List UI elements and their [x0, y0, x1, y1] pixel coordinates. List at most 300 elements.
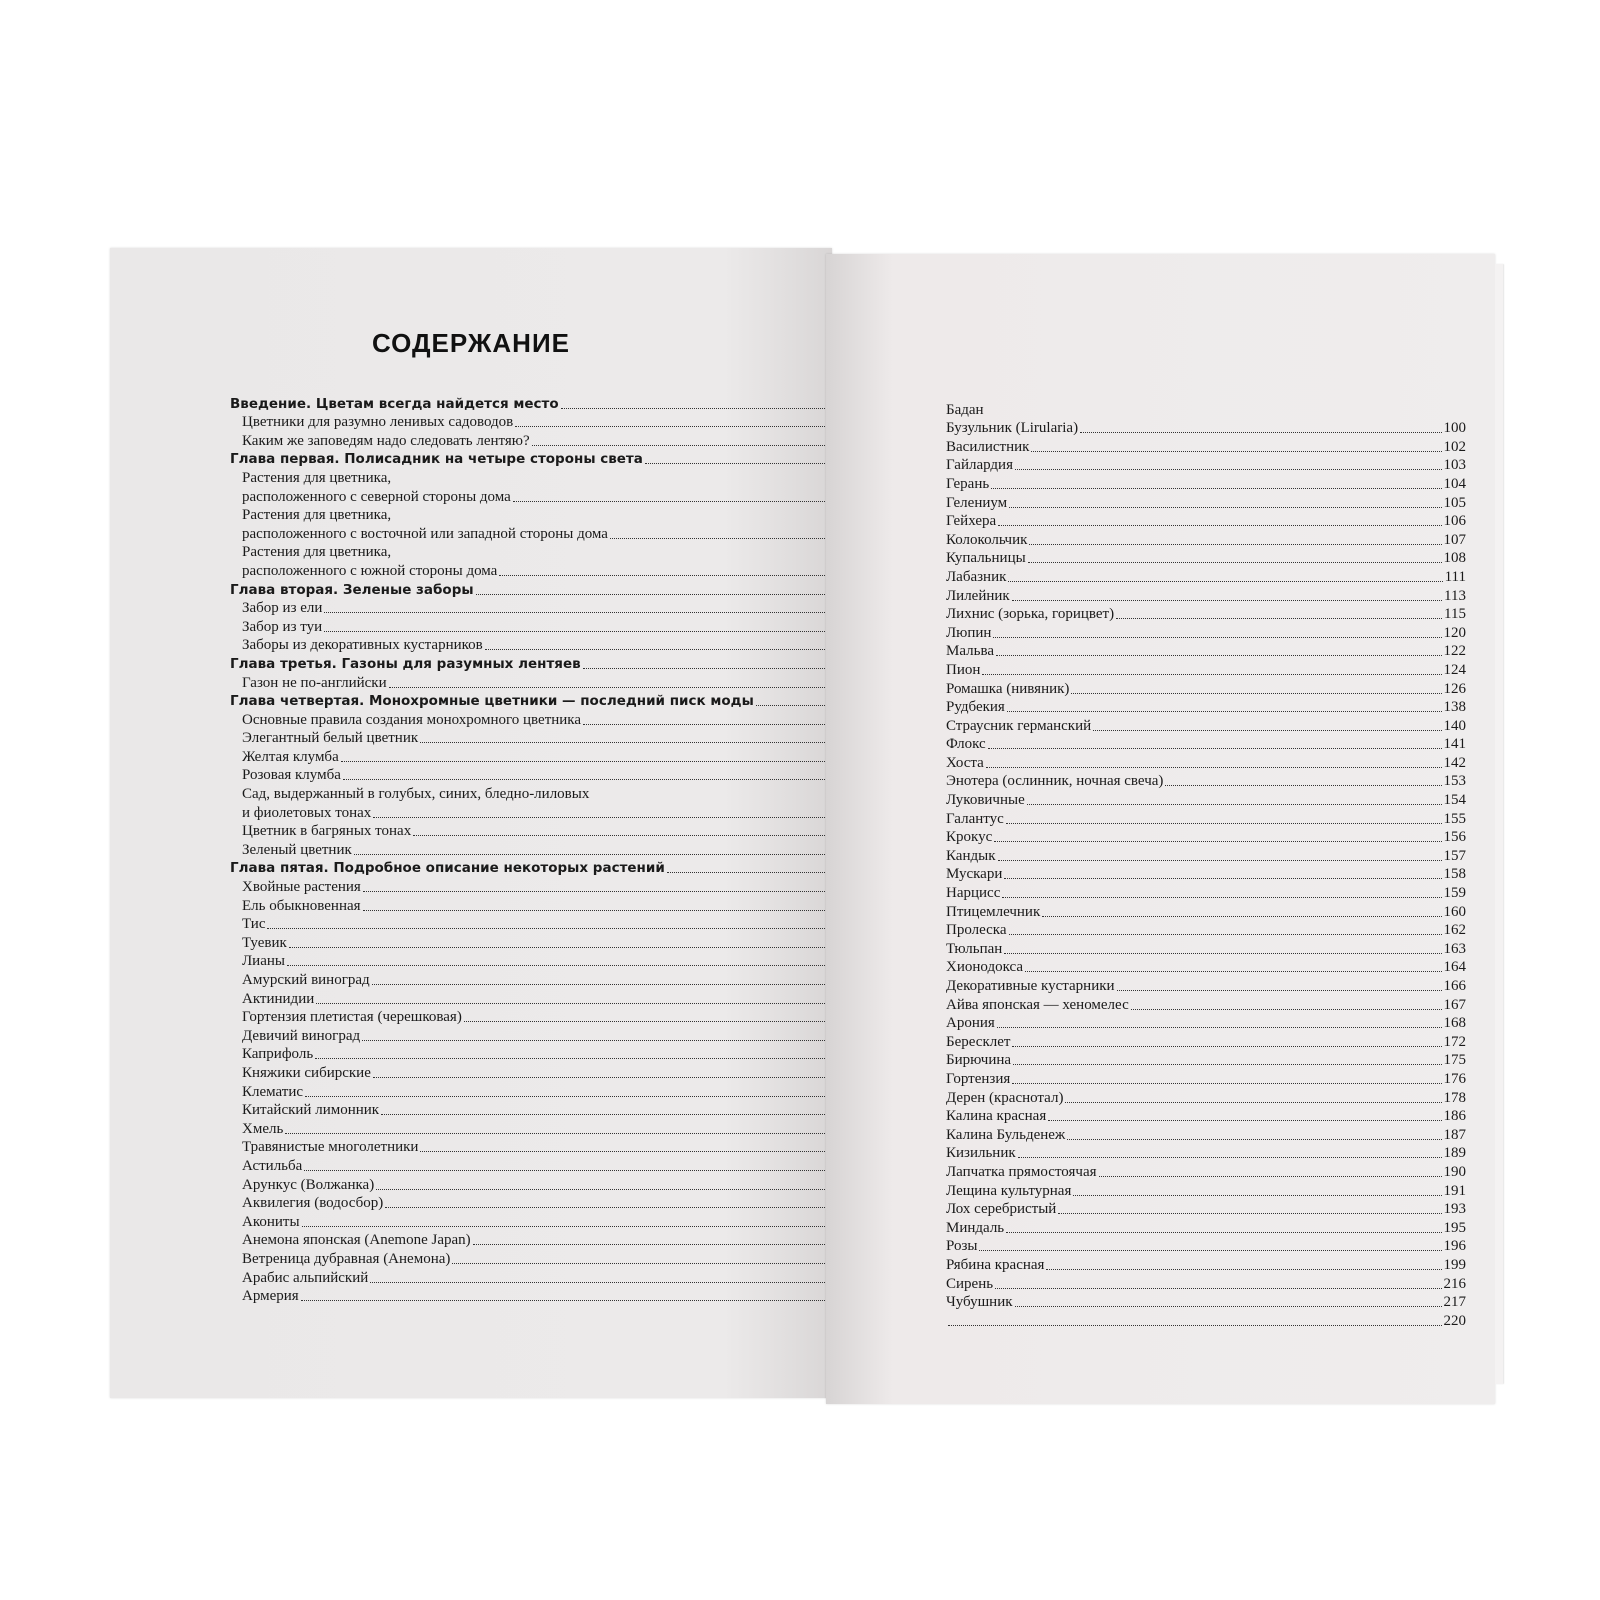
toc-entry — [230, 1138, 890, 1157]
toc-entry — [946, 958, 1466, 977]
toc-entry-title: Луковичные — [946, 792, 1025, 809]
toc-entry-title: Купальницы — [946, 550, 1026, 567]
toc-entry-title: Анемона японская (Anemone Japan) — [242, 1232, 471, 1249]
toc-entry-title: Травянистые многолетники — [242, 1139, 419, 1156]
toc-entry — [230, 580, 890, 599]
toc-entry — [230, 617, 890, 636]
left-page — [110, 248, 832, 1398]
toc-entry — [946, 623, 1466, 642]
toc-entry — [946, 642, 1466, 661]
toc-entry — [946, 1181, 1466, 1200]
toc-entry-title: Бузульник (Lirularia) — [946, 420, 1079, 437]
toc-entry-title: Каприфоль — [242, 1046, 314, 1063]
toc-entry-title: и фиолетовых тонах — [242, 804, 372, 821]
toc-leader-dots — [413, 834, 873, 836]
toc-entry-title: Дерен (краснотал) — [946, 1089, 1064, 1106]
toc-entry-title: Герань — [946, 475, 990, 492]
toc-entry — [946, 828, 1466, 847]
toc-leader-dots — [1165, 784, 1441, 786]
toc-entry — [946, 1125, 1466, 1144]
toc-entry — [946, 772, 1466, 791]
toc-entry — [946, 809, 1466, 828]
toc-page-number: 199 — [1443, 1256, 1466, 1273]
right-toc-list — [946, 400, 1466, 1330]
toc-leader-dots — [998, 859, 1442, 861]
toc-page-number: 155 — [1443, 810, 1466, 827]
toc-entry — [230, 1212, 890, 1231]
toc-leader-dots — [1012, 1082, 1441, 1084]
toc-leader-dots — [1093, 729, 1441, 731]
toc-page-number: 154 — [1443, 792, 1466, 809]
toc-entry — [230, 561, 890, 580]
toc-entry-title: Лапчатка прямостоячая — [946, 1163, 1097, 1180]
toc-entry — [230, 524, 890, 543]
toc-entry — [230, 1026, 890, 1045]
toc-leader-dots — [381, 1113, 873, 1115]
toc-entry-title: Глава пятая. Подробное описание некоторых растений — [230, 860, 665, 877]
toc-page-number: 158 — [1443, 866, 1466, 883]
toc-leader-dots — [287, 964, 873, 966]
toc-entry — [946, 660, 1466, 679]
toc-leader-dots — [385, 1206, 873, 1208]
toc-leader-dots — [324, 630, 873, 632]
toc-entry — [230, 1156, 890, 1175]
toc-leader-dots — [473, 1243, 873, 1245]
toc-entry — [230, 952, 890, 971]
toc-entry-title: Розовая клумба — [242, 767, 341, 784]
toc-entry — [230, 543, 890, 562]
toc-leader-dots — [1046, 1268, 1441, 1270]
toc-entry-title: Актинидии — [242, 990, 315, 1007]
toc-leader-dots — [341, 760, 873, 762]
toc-page-number: 113 — [1444, 587, 1466, 604]
toc-leader-dots — [1012, 1045, 1441, 1047]
toc-entry — [946, 1311, 1466, 1330]
toc-leader-dots — [979, 1249, 1441, 1251]
toc-page-number: 196 — [1443, 1238, 1466, 1255]
toc-entry-title: Миндаль — [946, 1219, 1005, 1236]
toc-entry — [230, 822, 890, 841]
toc-entry-title: Лох серебристый — [946, 1201, 1057, 1218]
toc-entry — [230, 1008, 890, 1027]
toc-entry — [946, 605, 1466, 624]
toc-entry — [230, 803, 890, 822]
toc-entry-title: Желтая клумба — [242, 748, 339, 765]
toc-leader-dots — [1004, 952, 1441, 954]
toc-entry-title: Ветреница дубравная (Анемона) — [242, 1250, 451, 1267]
toc-entry-title: Клематис — [242, 1083, 304, 1100]
toc-leader-dots — [1042, 915, 1441, 917]
toc-entry-title: Арункус (Волжанка) — [242, 1176, 375, 1193]
toc-entry-title: расположенного с северной стороны дома — [242, 488, 511, 505]
toc-page-number: 126 — [1443, 680, 1466, 697]
toc-entry-title: Сад, выдержанный в голубых, синих, бледно-лиловых — [242, 786, 590, 803]
toc-entry-title: Девичий виноград — [242, 1027, 361, 1044]
toc-leader-dots — [1065, 1101, 1441, 1103]
toc-leader-dots — [1080, 431, 1441, 433]
toc-entry — [946, 1200, 1466, 1219]
toc-leader-dots — [464, 1020, 873, 1022]
toc-leader-dots — [1008, 580, 1442, 582]
toc-entry-title: Китайский лимонник — [242, 1102, 380, 1119]
toc-entry-title: Глава четвертая. Монохромные цветники — последний писк моды — [230, 693, 754, 710]
toc-entry-title: Гейхера — [946, 513, 997, 530]
toc-entry — [230, 933, 890, 952]
toc-entry-title: Розы — [946, 1238, 978, 1255]
toc-leader-dots — [363, 909, 873, 911]
toc-leader-dots — [1116, 617, 1442, 619]
toc-leader-dots — [1015, 1305, 1442, 1307]
toc-entry — [946, 1069, 1466, 1088]
toc-entry — [946, 437, 1466, 456]
toc-entry-title: Декоративные кустарники — [946, 978, 1115, 994]
toc-page-number: 191 — [1443, 1182, 1466, 1199]
toc-page-number: 217 — [1443, 1294, 1466, 1311]
toc-page-number: 195 — [1443, 1219, 1466, 1236]
toc-leader-dots — [1031, 450, 1441, 452]
toc-entry — [230, 729, 890, 748]
right-page — [826, 254, 1495, 1404]
toc-page-number: 156 — [1443, 829, 1466, 846]
toc-entry — [946, 1088, 1466, 1107]
toc-page-number: 163 — [1443, 940, 1466, 957]
toc-entry — [946, 1107, 1466, 1126]
toc-page-number: 140 — [1443, 717, 1466, 734]
toc-entry — [946, 512, 1466, 531]
toc-leader-dots — [499, 574, 873, 576]
toc-leader-dots — [476, 593, 870, 595]
toc-leader-dots — [363, 890, 873, 892]
toc-entry-title: Арония — [946, 1015, 995, 1032]
toc-entry — [946, 716, 1466, 735]
toc-leader-dots — [1048, 1119, 1441, 1121]
toc-leader-dots — [305, 1095, 873, 1097]
toc-entry — [230, 877, 890, 896]
toc-leader-dots — [285, 1132, 873, 1134]
toc-entry — [230, 766, 890, 785]
toc-page-number: 115 — [1444, 606, 1466, 623]
toc-page-number: 216 — [1443, 1275, 1466, 1292]
toc-page-number: 138 — [1443, 699, 1466, 716]
toc-entry-title: Амурский виноград — [242, 972, 370, 988]
toc-entry-title: Хионодокса — [946, 959, 1023, 976]
toc-entry-title: Кизильник — [946, 1145, 1016, 1162]
toc-entry — [946, 530, 1466, 549]
toc-entry-title: Основные правила создания монохромного цветника — [242, 711, 582, 728]
toc-entry — [946, 995, 1466, 1014]
toc-leader-dots — [389, 686, 873, 688]
toc-entry — [946, 586, 1466, 605]
toc-page-number: 159 — [1443, 885, 1466, 902]
toc-entry-title: Акониты — [242, 1213, 300, 1230]
toc-page-number: 157 — [1443, 847, 1466, 864]
toc-leader-dots — [1027, 803, 1442, 805]
toc-entry — [946, 865, 1466, 884]
toc-leader-dots — [1006, 822, 1442, 824]
toc-entry — [230, 747, 890, 766]
toc-entry-title: Пион — [946, 661, 981, 678]
toc-leader-dots — [991, 487, 1441, 489]
toc-entry-title: Глава вторая. Зеленые заборы — [230, 581, 474, 598]
toc-leader-dots — [1013, 1063, 1441, 1065]
toc-entry — [230, 506, 890, 525]
toc-page-number: 105 — [1443, 494, 1466, 511]
toc-entry-title: Гелениум — [946, 494, 1008, 511]
toc-entry — [946, 790, 1466, 809]
toc-entry-title: расположенного с южной стороны дома — [242, 562, 498, 579]
toc-leader-dots — [1028, 561, 1442, 563]
toc-entry-title: Элегантный белый цветник — [242, 730, 419, 747]
toc-leader-dots — [420, 741, 873, 743]
toc-entry — [946, 921, 1466, 940]
toc-entry — [230, 989, 890, 1008]
toc-entry — [946, 567, 1466, 586]
toc-entry — [946, 400, 1466, 419]
toc-leader-dots — [1007, 710, 1442, 712]
toc-page-number: 175 — [1443, 1052, 1466, 1069]
toc-leader-dots — [994, 840, 1441, 842]
toc-leader-dots — [1015, 468, 1442, 470]
toc-entry-title: Лианы — [242, 953, 285, 970]
toc-entry — [230, 450, 890, 469]
toc-leader-dots — [420, 1150, 873, 1152]
toc-page-number: 187 — [1443, 1126, 1466, 1143]
toc-page-number: 189 — [1443, 1145, 1466, 1162]
toc-entry-title: Айва японская — хеномелес — [946, 996, 1129, 1013]
toc-entry-title: Пролеска — [946, 922, 1007, 939]
toc-entry-title: Растения для цветника, — [242, 507, 392, 524]
toc-entry — [946, 493, 1466, 512]
toc-leader-dots — [1131, 1008, 1442, 1010]
toc-entry — [230, 784, 890, 803]
toc-page-number: 103 — [1443, 457, 1466, 474]
toc-entry-title: Калина Бульденеж — [946, 1126, 1066, 1143]
toc-entry — [230, 915, 890, 934]
toc-leader-dots — [1071, 692, 1441, 694]
toc-entry — [946, 456, 1466, 475]
toc-page-number: 178 — [1443, 1089, 1466, 1106]
toc-entry — [946, 1255, 1466, 1274]
toc-leader-dots — [982, 673, 1441, 675]
toc-entry-title: Гайлардия — [946, 457, 1013, 474]
toc-entry — [946, 883, 1466, 902]
toc-page-number: 104 — [1443, 475, 1466, 492]
toc-entry-title: Лещина культурная — [946, 1182, 1072, 1199]
toc-entry — [230, 1231, 890, 1250]
toc-page-number: 106 — [1443, 513, 1466, 530]
toc-page-number: 168 — [1443, 1015, 1466, 1032]
toc-page-number: 122 — [1443, 643, 1466, 660]
toc-entry — [946, 679, 1466, 698]
toc-page-number: 186 — [1443, 1108, 1466, 1125]
toc-entry — [230, 1119, 890, 1138]
toc-entry-title: Нарцисс — [946, 885, 1001, 902]
toc-leader-dots — [1018, 1156, 1442, 1158]
toc-entry-title: Василистник — [946, 438, 1030, 455]
toc-entry — [230, 431, 890, 450]
toc-entry — [230, 840, 890, 859]
toc-entry-title: Хоста — [946, 754, 984, 771]
toc-page-number: 167 — [1443, 996, 1466, 1013]
toc-entry — [230, 859, 890, 878]
toc-entry-title: Флокс — [946, 736, 986, 753]
toc-leader-dots — [998, 524, 1441, 526]
toc-leader-dots — [1067, 1138, 1441, 1140]
toc-page-number: 102 — [1443, 438, 1466, 455]
toc-leader-dots — [1117, 989, 1442, 991]
toc-page-number: 176 — [1443, 1070, 1466, 1087]
toc-leader-dots — [316, 1002, 873, 1004]
toc-leader-dots — [373, 1076, 873, 1078]
toc-leader-dots — [993, 636, 1441, 638]
toc-entry — [230, 1045, 890, 1064]
toc-entry — [946, 474, 1466, 493]
toc-entry-title: Страусник германский — [946, 717, 1092, 734]
toc-entry-title: Крокус — [946, 829, 993, 846]
toc-entry — [230, 599, 890, 618]
toc-leader-dots — [996, 654, 1442, 656]
toc-entry — [230, 710, 890, 729]
toc-page-number: 107 — [1443, 531, 1466, 548]
toc-entry-title: Лихнис (зорька, горицвет) — [946, 606, 1115, 623]
toc-leader-dots — [1058, 1212, 1441, 1214]
toc-leader-dots — [1073, 1194, 1441, 1196]
toc-leader-dots — [1099, 1175, 1442, 1177]
toc-entry-title: Кандык — [946, 847, 996, 864]
toc-leader-dots — [373, 816, 873, 818]
toc-entry-title: расположенного с восточной или западной стороны дома — [242, 525, 608, 542]
toc-entry — [946, 939, 1466, 958]
toc-entry-title: Забор из туи — [242, 618, 323, 635]
toc-entry — [230, 468, 890, 487]
toc-leader-dots — [995, 1287, 1441, 1289]
toc-entry-title: Энотера (ослинник, ночная свеча) — [946, 773, 1164, 790]
toc-entry-title: Бирючина — [946, 1052, 1012, 1069]
toc-entry — [946, 1162, 1466, 1181]
toc-entry — [946, 846, 1466, 865]
toc-entry-title: Рябина красная — [946, 1256, 1045, 1273]
toc-entry — [230, 692, 890, 711]
toc-entry-title: Растения для цветника, — [242, 544, 392, 561]
toc-entry — [230, 1268, 890, 1287]
toc-leader-dots — [267, 927, 873, 929]
toc-leader-dots — [986, 766, 1442, 768]
toc-leader-dots — [452, 1262, 873, 1264]
toc-leader-dots — [354, 853, 873, 855]
toc-entry — [946, 1051, 1466, 1070]
toc-entry — [946, 419, 1466, 438]
toc-entry-title: Зеленый цветник — [242, 841, 352, 858]
toc-entry — [946, 1014, 1466, 1033]
toc-entry-title: Введение. Цветам всегда найдется место — [230, 395, 559, 412]
toc-entry — [230, 673, 890, 692]
toc-entry — [230, 1082, 890, 1101]
toc-page-number: 111 — [1444, 568, 1466, 585]
toc-entry — [230, 970, 890, 989]
toc-entry — [230, 654, 890, 673]
toc-page-number: 108 — [1443, 550, 1466, 567]
toc-page-number: 162 — [1443, 922, 1466, 939]
toc-title: СОДЕРЖАНИЕ — [372, 328, 570, 358]
toc-entry — [230, 1101, 890, 1120]
toc-entry-title: Аквилегия (водосбор) — [242, 1195, 384, 1212]
toc-entry-title: Забор из ели — [242, 600, 323, 617]
toc-leader-dots — [324, 611, 873, 613]
toc-entry-title: Лабазник — [946, 568, 1007, 585]
toc-page-number: 160 — [1443, 903, 1466, 920]
toc-entry-title: Тюльпан — [946, 940, 1003, 957]
toc-leader-dots — [376, 1188, 873, 1190]
toc-entry-title: Мускари — [946, 866, 1003, 883]
toc-page-number: 120 — [1443, 624, 1466, 641]
toc-entry — [946, 1237, 1466, 1256]
toc-entry-title: Туевик — [242, 934, 287, 951]
toc-leader-dots — [485, 648, 873, 650]
toc-entry-title: Тис — [242, 916, 266, 933]
toc-entry-title: Армерия — [242, 1288, 299, 1305]
toc-leader-dots — [988, 747, 1442, 749]
toc-entry-title: Княжики сибирские — [242, 1064, 371, 1081]
toc-entry-title: Чубушник — [946, 1294, 1013, 1311]
toc-entry — [230, 487, 890, 506]
toc-entry — [946, 698, 1466, 717]
toc-entry — [946, 1274, 1466, 1293]
open-book — [110, 248, 1495, 1398]
toc-entry — [230, 896, 890, 915]
toc-leader-dots — [315, 1057, 873, 1059]
toc-page-number: 153 — [1443, 773, 1466, 790]
toc-entry — [946, 976, 1466, 995]
toc-leader-dots — [1025, 970, 1442, 972]
toc-entry-title: Глава третья. Газоны для разумных лентяев — [230, 655, 581, 672]
toc-leader-dots — [301, 1299, 873, 1301]
toc-entry — [946, 1144, 1466, 1163]
toc-entry-title: Калина красная — [946, 1108, 1047, 1125]
toc-entry-title: Гортензия — [946, 1070, 1011, 1087]
toc-page-number: 220 — [1443, 1312, 1466, 1329]
toc-entry — [946, 1218, 1466, 1237]
toc-leader-dots — [1009, 506, 1441, 508]
toc-entry-title: Ель обыкновенная — [242, 897, 361, 914]
toc-entry-title: Хмель — [242, 1120, 284, 1137]
toc-entry-title: Галантус — [946, 810, 1004, 827]
toc-entry — [946, 753, 1466, 772]
toc-entry-title: Цветники для разумно ленивых садоводов — [242, 414, 514, 431]
toc-entry — [946, 1032, 1466, 1051]
toc-page-number: 193 — [1443, 1201, 1466, 1218]
toc-entry — [946, 735, 1466, 754]
toc-entry-title: Глава первая. Полисадник на четыре стороны света — [230, 451, 643, 468]
toc-entry-title: Газон не по-английски — [242, 674, 387, 691]
toc-entry-title: Заборы из декоративных кустарников — [242, 637, 483, 654]
toc-page-number: 141 — [1443, 736, 1466, 753]
toc-entry-title: Хвойные растения — [242, 879, 361, 896]
toc-entry — [230, 1194, 890, 1213]
toc-leader-dots — [370, 1281, 873, 1283]
toc-entry — [230, 394, 890, 413]
toc-entry-title: Гортензия плетистая (черешковая) — [242, 1009, 462, 1026]
toc-leader-dots — [343, 778, 873, 780]
toc-entry-title: Цветник в багряных тонах — [242, 823, 412, 840]
toc-entry — [230, 1063, 890, 1082]
toc-entry — [230, 1287, 890, 1306]
toc-entry-title: Мальва — [946, 643, 994, 660]
toc-leader-dots — [1002, 896, 1441, 898]
toc-entry-title: Рудбекия — [946, 699, 1005, 716]
toc-entry — [230, 1249, 890, 1268]
toc-entry-title: Астильба — [242, 1157, 303, 1174]
toc-leader-dots — [997, 1026, 1442, 1028]
